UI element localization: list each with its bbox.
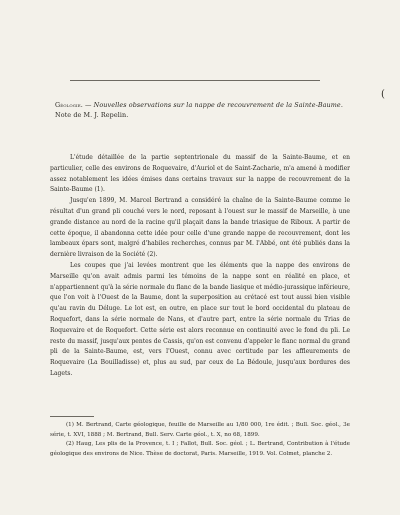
footnotes bbox=[50, 421, 350, 459]
header-rule bbox=[70, 80, 320, 81]
note-author: Note de M. J. Repelin. bbox=[55, 111, 129, 119]
footnote-2: (2) Haug, Les plis de la Provence, t. I ; Fallot, Bull. Soc. géol. ; L. Bertrand, Contribution à l'étude géologique des environs de Nice. Thèse de doctorat, Paris. Marseille, 1919. Vol. Colmet, planche 2. bbox=[50, 441, 350, 457]
title-dash: — bbox=[82, 101, 94, 109]
paragraph-1: L'étude détaillée de la partie septentrionale du massif de la Sainte-Baume, et en particulier, celle des environs de Roquevaire, d'Auriol et de Saint-Zacharie, m'a amené à modifier assez notablement les idées émises dans certains travaux sur la nappe de recouvrement de la Sainte-Baume (1). bbox=[50, 154, 350, 194]
note-heading: Nouvelles observations sur la nappe de recouvrement de la Sainte-Baume. bbox=[93, 101, 343, 109]
margin-mark: ( bbox=[381, 89, 385, 100]
footnote-1: (1) M. Bertrand, Carte géologique, feuille de Marseille au 1/80 000, 1re édit. ; Bull. Soc. géol., 3e série, t. XVI, 1888 ; M. Bertrand, Bull. Serv. Carte géol., t. X, no 68, 1899. bbox=[50, 422, 350, 438]
footnote-rule bbox=[50, 416, 94, 417]
note-title bbox=[55, 100, 345, 120]
paragraph-2: Jusqu'en 1899, M. Marcel Bertrand a considéré la chaîne de la Sainte-Baume comme le résultat d'un grand pli couché vers le nord, reposant à l'ouest sur le massif de Marseille, à une grande distance au nord de la racine qu'il plaçait dans la bande triasique de Riboux. A partir de cette époque, il abandonna cette idée pour celle d'une grande nappe de recouvrement, dont les lambeaux épars sont, malgré d'habiles recherches, connus par M. l'Abbé, ont été publiés dans la dernière livraison de la Société (2). bbox=[50, 197, 350, 259]
body-text bbox=[50, 153, 350, 380]
section-label: Géologie. bbox=[55, 101, 83, 109]
paragraph-3: Les coupes que j'ai levées montrent que les éléments que la nappe des environs de Marseille qu'on avait admis parmi les témoins de la nappe sont en réalité en place, et n'appartiennent qu'à la série normale du flanc de la bande liasique et médio-jurassique inférieure, que l'on voit à l'Ouest de la Baume, dont la superposition au crétacé est tout aussi bien visible qu'au ravin du Déluge. Le lot est, en outre, en place sur tout le bord occidental du plateau de Roquefort, dans la série normale de Nans, et d'autre part, entre la série normale du Trias de Roquevaire et de Roquefort. Cette série est alors reconnue en continuité avec le fond du pli. Le reste du massif, jusqu'aux pentes de Cassis, qu'on est convenu d'appeler le flanc normal du grand pli de la Sainte-Baume, est, vers l'Ouest, connu avec certitude par les affleurements de Roquevaire (La Bouilladisse) et, plus au sud, par ceux de La Bédoule, jusqu'aux bordures des Lagets. bbox=[50, 261, 350, 377]
